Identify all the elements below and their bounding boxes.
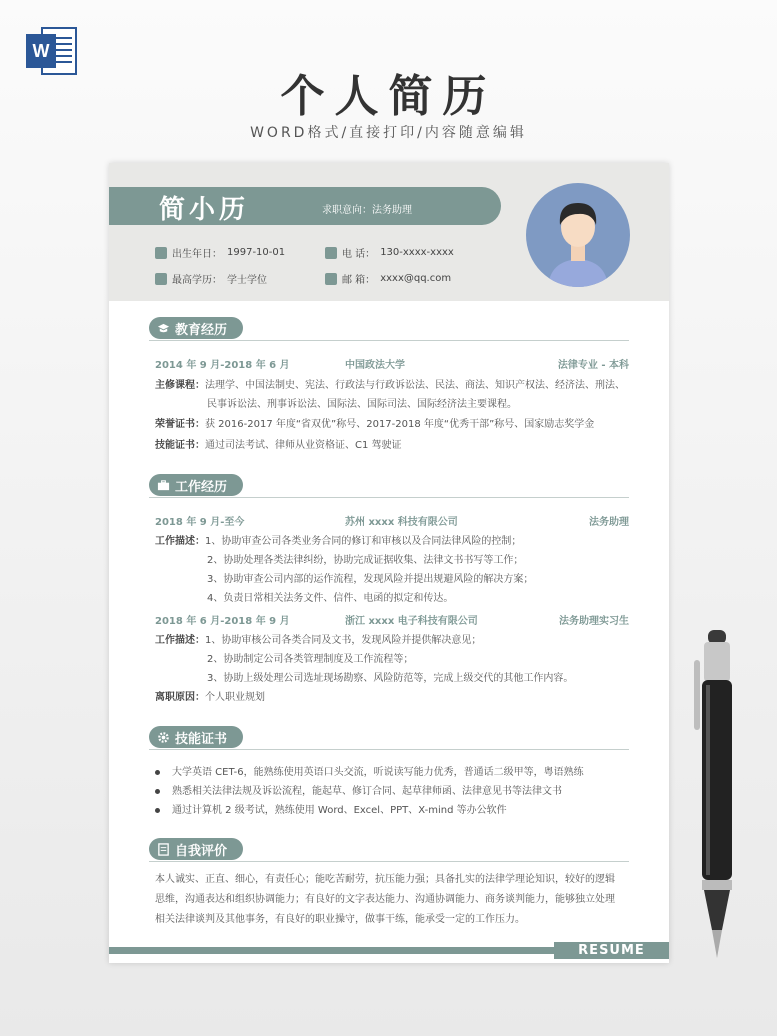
job-2-desc-item: 2、协助制定公司各类管理制度及工作流程等； bbox=[207, 654, 414, 665]
cert-item: 熟悉相关法律法规及诉讼流程，能起草、修订合同、起草律师函、法律意见书等法律文书 bbox=[155, 782, 562, 797]
cert-item: 大学英语 CET-6，能熟练使用英语口头交流，听说读写能力优秀，普通话二级甲等，粤语熟练 bbox=[155, 763, 584, 778]
job-2-row: 2018 年 6 月-2018 年 9 月 浙江 xxxx 电子科技有限公司 法务助理实习生 bbox=[155, 616, 629, 627]
work-section-header: 工作经历 bbox=[149, 474, 629, 496]
leave-reason-row: 离职原因：个人职业规划 bbox=[155, 692, 265, 703]
job-1-row: 2018 年 9 月-至今 苏州 xxxx 科技有限公司 法务助理 bbox=[155, 517, 629, 528]
footer-bar bbox=[109, 947, 554, 954]
phone-info: 电 话： 130-xxxx-xxxx bbox=[325, 245, 454, 260]
briefcase-icon bbox=[157, 479, 170, 492]
job-2-desc-item: 3、协助上级处理公司选址现场勘察、风险防范等，完成上级交代的其他工作内容。 bbox=[207, 673, 574, 684]
notebook-icon bbox=[157, 843, 170, 856]
page-subtitle: WORD格式/直接打印/内容随意编辑 bbox=[250, 125, 527, 141]
graduation-icon bbox=[155, 273, 167, 285]
name-band bbox=[109, 187, 501, 225]
education-section-header: 教育经历 bbox=[149, 317, 629, 339]
skills-row: 技能证书：通过司法考试、律师从业资格证、C1 驾驶证 bbox=[155, 440, 402, 451]
email-info: 邮 箱： xxxx@qq.com bbox=[325, 271, 451, 286]
graduation-cap-icon bbox=[157, 322, 170, 335]
svg-text:W: W bbox=[32, 41, 50, 61]
self-section-header: 自我评价 bbox=[149, 838, 629, 860]
birth-info: 出生年日： 1997-10-01 bbox=[155, 245, 285, 260]
resume-paper bbox=[109, 163, 669, 963]
honors-row: 荣誉证书：获 2016-2017 年度“省双优”称号、2017-2018 年度“优秀干部”称号、国家励志奖学金 bbox=[155, 419, 595, 430]
candidate-name: 简小历 bbox=[159, 195, 250, 225]
clock-icon bbox=[155, 247, 167, 259]
education-row: 2014 年 9 月-2018 年 6 月 中国政法大学 法律专业 - 本科 bbox=[155, 360, 629, 371]
certs-section-header: 技能证书 bbox=[149, 726, 629, 748]
job-1-desc-item: 3、协助审查公司内部的运作流程，发现风险并提出规避风险的解决方案； bbox=[207, 574, 534, 585]
pen-decoration bbox=[690, 630, 740, 960]
courses-row-2: 民事诉讼法、刑事诉讼法、国际法、国际司法、国际经济法主要课程。 bbox=[207, 399, 517, 410]
job-2-desc-row: 工作描述：1、协助审核公司各类合同及文书，发现风险并提供解决意见； bbox=[155, 635, 482, 646]
cert-item: 通过计算机 2 级考试，熟练使用 Word、Excel、PPT、X-mind 等办公软件 bbox=[155, 801, 507, 816]
job-intent: 求职意向：法务助理 bbox=[322, 205, 412, 216]
job-1-desc-item: 4、负责日常相关法务文件、信件、电函的拟定和传达。 bbox=[207, 593, 454, 604]
footer-resume-label: RESUME bbox=[554, 942, 669, 959]
mail-icon bbox=[325, 273, 337, 285]
courses-row: 主修课程：法理学、中国法制史、宪法、行政法与行政诉讼法、民法、商法、知识产权法、经济法、刑法、 bbox=[155, 380, 625, 391]
gear-icon bbox=[157, 731, 170, 744]
resume-header bbox=[109, 163, 669, 301]
page-title: 个人简历 bbox=[280, 71, 497, 122]
avatar bbox=[526, 183, 630, 287]
self-evaluation: 本人诚实、正直、细心，有责任心；能吃苦耐劳，抗压能力强；具备扎实的法律学理论知识，较好的逻辑 思维，沟通表达和组织协调能力；有良好的文字表达能力、沟通协调能力、商务谈判能力，能够独立处理 相关法律谈判及其他事务，有良好的职业操守，做事干练，能承受一定的工作压力。 bbox=[155, 874, 615, 925]
job-1-desc-row: 工作描述：1、协助审查公司各类业务合同的修订和审核以及合同法律风险的控制； bbox=[155, 536, 522, 547]
phone-icon bbox=[325, 247, 337, 259]
education-info: 最高学历： 学士学位 bbox=[155, 271, 267, 286]
job-1-desc-item: 2、协助处理各类法律纠纷，协助完成证据收集、法律文书书写等工作； bbox=[207, 555, 524, 566]
